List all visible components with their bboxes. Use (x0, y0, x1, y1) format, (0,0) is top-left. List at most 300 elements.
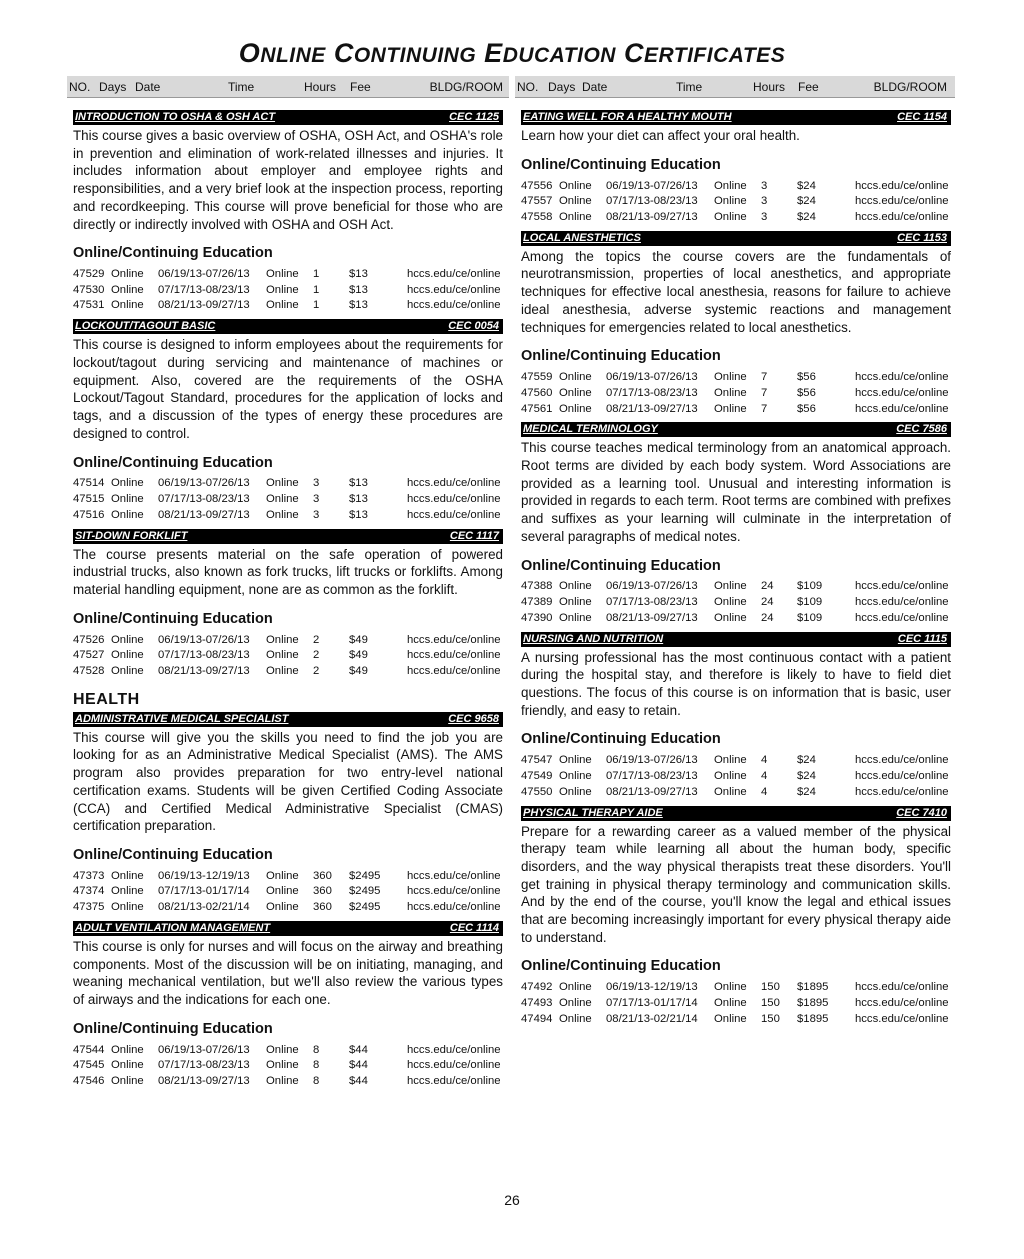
class-hours: 150 (761, 996, 780, 1009)
class-fee: $56 (797, 402, 816, 415)
course-code: CEC 1154 (897, 111, 947, 123)
table-row (521, 401, 951, 417)
class-dates: 07/17/13-08/23/13 (158, 283, 250, 296)
class-location[interactable]: hccs.edu/ce/online (407, 885, 501, 898)
left-column (73, 110, 503, 1095)
class-dates: 08/21/13-09/27/13 (606, 210, 698, 223)
course-code: CEC 1117 (449, 529, 499, 542)
class-time: Online (266, 649, 299, 662)
schedule-table (521, 579, 951, 626)
title-part: DUCATION (502, 44, 616, 67)
class-hours: 8 (313, 1059, 320, 1072)
schedule-table (73, 1042, 503, 1089)
table-row (73, 476, 503, 492)
class-hours: 3 (313, 477, 320, 490)
class-hours: 360 (313, 869, 332, 882)
class-number: 47557 (521, 195, 553, 208)
table-row (73, 868, 503, 884)
class-time: Online (714, 195, 747, 208)
class-dates: 07/17/13-08/23/13 (158, 1059, 250, 1072)
table-row (73, 1042, 503, 1058)
class-time: Online (714, 386, 747, 399)
class-number: 47556 (521, 179, 553, 192)
header-room: BLDG/ROOM (429, 80, 503, 94)
class-days: Online (111, 1059, 144, 1072)
class-location[interactable]: hccs.edu/ce/online (855, 996, 949, 1009)
class-days: Online (111, 268, 144, 281)
table-row (73, 1058, 503, 1074)
class-dates: 06/19/13-07/26/13 (606, 754, 698, 767)
course-title-bar (521, 110, 951, 125)
class-days: Online (559, 386, 592, 399)
header-date: Date (582, 80, 608, 94)
table-row (73, 282, 503, 298)
class-time: Online (266, 283, 299, 296)
course-title-bar (73, 319, 503, 334)
class-time: Online (266, 633, 299, 646)
class-number: 47492 (521, 981, 553, 994)
class-location[interactable]: hccs.edu/ce/online (407, 477, 501, 490)
class-hours: 3 (761, 210, 768, 223)
class-dates: 07/17/13-01/17/14 (606, 996, 698, 1009)
class-hours: 360 (313, 885, 332, 898)
class-location[interactable]: hccs.edu/ce/online (855, 179, 949, 192)
schedule-subheading: Online/Continuing Education (73, 1020, 273, 1037)
class-hours: 7 (761, 371, 768, 384)
course-code: CEC 7586 (896, 423, 947, 436)
class-days: Online (111, 508, 144, 521)
class-number: 47515 (73, 493, 105, 506)
schedule-table (521, 752, 951, 799)
class-time: Online (266, 268, 299, 281)
class-time: Online (266, 869, 299, 882)
table-row (521, 1011, 951, 1027)
class-hours: 4 (761, 769, 768, 782)
header-days: Days (99, 80, 127, 94)
schedule-subheading: Online/Continuing Education (521, 156, 721, 173)
title-letter: E (484, 38, 503, 68)
class-dates: 06/19/13-07/26/13 (606, 179, 698, 192)
table-row (521, 594, 951, 610)
class-fee: $56 (797, 386, 816, 399)
table-row (521, 784, 951, 800)
class-fee: $24 (797, 785, 816, 798)
table-row (73, 663, 503, 679)
class-time: Online (714, 754, 747, 767)
class-fee: $13 (349, 493, 368, 506)
class-days: Online (559, 179, 592, 192)
class-number: 47494 (521, 1012, 553, 1025)
class-days: Online (111, 299, 144, 312)
class-location[interactable]: hccs.edu/ce/online (407, 299, 501, 312)
class-hours: 1 (313, 268, 320, 281)
class-time: Online (266, 1043, 299, 1056)
table-row (521, 752, 951, 768)
table-row (73, 491, 503, 507)
course-title-bar (73, 110, 503, 125)
right-course-list (521, 110, 951, 1026)
class-hours: 24 (761, 580, 774, 593)
class-number: 47531 (73, 299, 105, 312)
class-hours: 24 (761, 596, 774, 609)
class-fee: $49 (349, 633, 368, 646)
class-hours: 2 (313, 649, 320, 662)
table-row (521, 385, 951, 401)
class-location[interactable]: hccs.edu/ce/online (407, 1075, 501, 1088)
class-number: 47527 (73, 649, 105, 662)
class-time: Online (266, 885, 299, 898)
class-time: Online (714, 996, 747, 1009)
schedule-subheading: Online/Continuing Education (521, 958, 721, 975)
class-hours: 360 (313, 901, 332, 914)
class-number: 47528 (73, 664, 105, 677)
header-no: NO. (69, 80, 91, 94)
header-room: BLDG/ROOM (873, 80, 947, 94)
schedule-table (73, 266, 503, 313)
schedule-table (73, 476, 503, 523)
class-dates: 06/19/13-12/19/13 (158, 869, 250, 882)
class-hours: 3 (761, 179, 768, 192)
schedule-subheading: Online/Continuing Education (521, 348, 721, 365)
class-number: 47546 (73, 1075, 105, 1088)
class-time: Online (714, 402, 747, 415)
course-title: LOCKOUT/TAGOUT BASIC (75, 320, 216, 333)
table-row (521, 579, 951, 595)
table-row (521, 979, 951, 995)
class-fee: $13 (349, 299, 368, 312)
header-time: Time (228, 80, 255, 94)
class-time: Online (266, 299, 299, 312)
class-number: 47374 (73, 885, 105, 898)
course-title: SIT-DOWN FORKLIFT (75, 529, 188, 542)
table-row (73, 298, 503, 314)
class-hours: 150 (761, 981, 780, 994)
course-description: This course is designed to inform employees about the requirements for lockout/tagout during servicing and maintenance of machines or equipment. Also, covered are the requirements of the OSHA Lockout/Tagout Standard, procedures for the application of locks and tags, and a discussion of the types of energy these procedures are designed to control. (73, 337, 503, 441)
class-location[interactable]: hccs.edu/ce/online (407, 869, 501, 882)
table-row (73, 266, 503, 282)
class-number: 47559 (521, 371, 553, 384)
schedule-subheading: Online/Continuing Education (521, 731, 721, 748)
class-days: Online (111, 869, 144, 882)
class-hours: 8 (313, 1043, 320, 1056)
class-hours: 1 (313, 283, 320, 296)
class-dates: 06/19/13-12/19/13 (606, 981, 698, 994)
class-fee: $44 (349, 1075, 368, 1088)
class-fee: $13 (349, 283, 368, 296)
class-days: Online (111, 901, 144, 914)
header-no: NO. (517, 80, 539, 94)
course-title-bar (73, 712, 503, 727)
class-number: 47547 (521, 754, 553, 767)
class-location[interactable]: hccs.edu/ce/online (407, 1043, 501, 1056)
class-location[interactable]: hccs.edu/ce/online (855, 754, 949, 767)
course-code: CEC 1153 (897, 231, 947, 244)
class-days: Online (111, 1043, 144, 1056)
class-number: 47388 (521, 580, 553, 593)
class-days: Online (559, 785, 592, 798)
class-fee: $1895 (797, 1012, 829, 1025)
schedule-subheading: Online/Continuing Education (73, 846, 273, 863)
table-row (73, 647, 503, 663)
course-title: ADMINISTRATIVE MEDICAL SPECIALIST (75, 712, 289, 725)
table-row (73, 899, 503, 915)
class-dates: 07/17/13-08/23/13 (606, 386, 698, 399)
course-title-bar (73, 529, 503, 544)
class-fee: $49 (349, 649, 368, 662)
header-fee: Fee (350, 80, 371, 94)
class-dates: 07/17/13-08/23/13 (158, 649, 250, 662)
schedule-subheading: Online/Continuing Education (73, 454, 273, 471)
class-time: Online (714, 1012, 747, 1025)
class-location[interactable]: hccs.edu/ce/online (855, 596, 949, 609)
class-location[interactable]: hccs.edu/ce/online (407, 283, 501, 296)
class-days: Online (559, 981, 592, 994)
class-fee: $2495 (349, 885, 381, 898)
class-fee: $24 (797, 769, 816, 782)
class-dates: 08/21/13-02/21/14 (158, 901, 250, 914)
class-location[interactable]: hccs.edu/ce/online (407, 901, 501, 914)
class-location[interactable]: hccs.edu/ce/online (407, 508, 501, 521)
class-dates: 08/21/13-09/27/13 (158, 508, 250, 521)
course-title-bar (521, 806, 951, 821)
class-number: 47373 (73, 869, 105, 882)
page-number: 26 (504, 1192, 520, 1208)
class-location[interactable]: hccs.edu/ce/online (855, 195, 949, 208)
schedule-table (73, 632, 503, 679)
right-column (521, 110, 951, 1032)
table-row (521, 995, 951, 1011)
class-number: 47493 (521, 996, 553, 1009)
class-number: 47545 (73, 1059, 105, 1072)
class-fee: $2495 (349, 901, 381, 914)
table-row (73, 632, 503, 648)
class-time: Online (714, 785, 747, 798)
class-number: 47526 (73, 633, 105, 646)
class-days: Online (111, 493, 144, 506)
header-days: Days (548, 80, 576, 94)
title-part: NLINE (260, 44, 326, 67)
class-dates: 08/21/13-09/27/13 (606, 402, 698, 415)
class-fee: $24 (797, 210, 816, 223)
class-location[interactable]: hccs.edu/ce/online (855, 769, 949, 782)
class-location[interactable]: hccs.edu/ce/online (407, 493, 501, 506)
course-code: CEC 1125 (449, 111, 499, 123)
class-number: 47389 (521, 596, 553, 609)
header-hours: Hours (304, 80, 337, 94)
class-dates: 07/17/13-08/23/13 (606, 195, 698, 208)
class-location[interactable]: hccs.edu/ce/online (855, 386, 949, 399)
class-fee: $13 (349, 477, 368, 490)
course-title: EATING WELL FOR A HEALTHY MOUTH (523, 111, 732, 123)
course-description: A nursing professional has the most continuous contact with a patient during the hospital stay, and therefore is likely to have to field diet questions. The focus of this course is on information that is basic, user friendly, and easy to retain. (521, 649, 951, 718)
class-dates: 08/21/13-02/21/14 (606, 1012, 698, 1025)
class-dates: 07/17/13-08/23/13 (606, 769, 698, 782)
course-title: NURSING AND NUTRITION (523, 632, 664, 645)
schedule-table (521, 979, 951, 1026)
course-description: This course gives a basic overview of OSHA, OSH Act, and OSHA's role in prevention and elimination of work-related illnesses and injuries. It includes information about employer and employee rights and responsibilities, and a very brief look at the inspection process, reporting and recordkeeping. This course will prove beneficial for those who are directly or indirectly involved with OSHA and OSH Act. (73, 128, 503, 232)
table-row (73, 884, 503, 900)
class-dates: 07/17/13-08/23/13 (606, 596, 698, 609)
schedule-subheading: Online/Continuing Education (73, 610, 273, 627)
class-dates: 08/21/13-09/27/13 (158, 299, 250, 312)
class-hours: 4 (761, 785, 768, 798)
class-location[interactable]: hccs.edu/ce/online (407, 633, 501, 646)
class-fee: $109 (797, 596, 823, 609)
course-title: LOCAL ANESTHETICS (523, 231, 641, 244)
class-number: 47529 (73, 268, 105, 281)
class-days: Online (559, 611, 592, 624)
course-description: This course is only for nurses and will focus on the airway and breathing components. Most of the discussion will be on initiating, managing, and weaning mechanical ventilation, but we'll also review the various types of airways and the indications for each one. (73, 939, 503, 1008)
header-date: Date (135, 80, 161, 94)
class-time: Online (266, 493, 299, 506)
section-heading-health: HEALTH (73, 690, 140, 708)
class-fee: $44 (349, 1043, 368, 1056)
class-number: 47544 (73, 1043, 105, 1056)
schedule-table (521, 369, 951, 416)
class-days: Online (559, 402, 592, 415)
course-title-bar (73, 921, 503, 936)
class-time: Online (714, 371, 747, 384)
header-fee: Fee (798, 80, 819, 94)
class-days: Online (559, 210, 592, 223)
table-row (73, 1073, 503, 1089)
title-letter: C (623, 38, 644, 68)
class-days: Online (559, 996, 592, 1009)
class-fee: $56 (797, 371, 816, 384)
class-time: Online (266, 1075, 299, 1088)
class-fee: $24 (797, 754, 816, 767)
class-time: Online (266, 508, 299, 521)
class-time: Online (266, 477, 299, 490)
course-description: Among the topics the course covers are the fundamentals of neurotransmission, properties of local anesthetics, and appropriate techniques for effective local anesthesia, reasons for failure to achieve ideal anesthesia, adverse systemic reactions and management techniques for emergencies related to local anesthetics. (521, 248, 951, 335)
class-days: Online (111, 885, 144, 898)
class-hours: 150 (761, 1012, 780, 1025)
class-days: Online (559, 195, 592, 208)
class-dates: 06/19/13-07/26/13 (158, 1043, 250, 1056)
class-location[interactable]: hccs.edu/ce/online (407, 664, 501, 677)
table-row (521, 610, 951, 626)
class-dates: 06/19/13-07/26/13 (606, 371, 698, 384)
course-title-bar (521, 231, 951, 246)
class-location[interactable]: hccs.edu/ce/online (855, 210, 949, 223)
class-hours: 2 (313, 664, 320, 677)
course-code: CEC 0054 (448, 320, 499, 333)
class-time: Online (714, 179, 747, 192)
class-days: Online (111, 633, 144, 646)
page-title (0, 38, 1024, 69)
title-part: ERTIFICATES (643, 44, 786, 67)
class-fee: $13 (349, 268, 368, 281)
class-dates: 07/17/13-01/17/14 (158, 885, 250, 898)
class-location[interactable]: hccs.edu/ce/online (855, 371, 949, 384)
class-hours: 7 (761, 386, 768, 399)
class-days: Online (559, 596, 592, 609)
title-letter: C (333, 38, 354, 68)
class-days: Online (111, 1075, 144, 1088)
course-title: PHYSICAL THERAPY AIDE (523, 806, 663, 819)
class-fee: $2495 (349, 869, 381, 882)
class-location[interactable]: hccs.edu/ce/online (855, 1012, 949, 1025)
class-location[interactable]: hccs.edu/ce/online (855, 402, 949, 415)
table-row (521, 193, 951, 209)
class-number: 47558 (521, 210, 553, 223)
class-location[interactable]: hccs.edu/ce/online (407, 649, 501, 662)
class-dates: 06/19/13-07/26/13 (158, 268, 250, 281)
class-location[interactable]: hccs.edu/ce/online (407, 1059, 501, 1072)
class-location[interactable]: hccs.edu/ce/online (855, 981, 949, 994)
class-fee: $24 (797, 195, 816, 208)
class-location[interactable]: hccs.edu/ce/online (855, 785, 949, 798)
class-fee: $44 (349, 1059, 368, 1072)
class-hours: 1 (313, 299, 320, 312)
class-time: Online (714, 981, 747, 994)
class-fee: $109 (797, 580, 823, 593)
class-dates: 08/21/13-09/27/13 (606, 611, 698, 624)
schedule-subheading: Online/Continuing Education (73, 245, 273, 262)
schedule-table (73, 868, 503, 915)
class-days: Online (111, 283, 144, 296)
schedule-table (521, 178, 951, 225)
class-hours: 3 (313, 493, 320, 506)
course-title: INTRODUCTION TO OSHA & OSH ACT (75, 111, 276, 123)
class-fee: $109 (797, 611, 823, 624)
class-dates: 08/21/13-09/27/13 (158, 664, 250, 677)
course-title-bar (521, 422, 951, 437)
course-title-bar (521, 632, 951, 647)
class-fee: $13 (349, 508, 368, 521)
course-code: CEC 9658 (448, 712, 499, 725)
class-number: 47550 (521, 785, 553, 798)
class-dates: 07/17/13-08/23/13 (158, 493, 250, 506)
class-time: Online (714, 210, 747, 223)
course-description: The course presents material on the safe operation of powered industrial trucks, also known as fork trucks, lift trucks or forklifts. Among material handling equipment, none are as common as the forklift. (73, 546, 503, 597)
class-number: 47561 (521, 402, 553, 415)
class-hours: 24 (761, 611, 774, 624)
table-row (521, 178, 951, 194)
schedule-subheading: Online/Continuing Education (521, 557, 721, 574)
column-header-right (515, 76, 955, 98)
course-title: ADULT VENTILATION MANAGEMENT (75, 922, 271, 935)
class-time: Online (714, 596, 747, 609)
course-code: CEC 1114 (449, 922, 499, 935)
class-hours: 4 (761, 754, 768, 767)
course-description: Learn how your diet can affect your oral health. (521, 128, 800, 143)
header-hours: Hours (753, 80, 786, 94)
class-dates: 08/21/13-09/27/13 (606, 785, 698, 798)
class-days: Online (559, 1012, 592, 1025)
class-location[interactable]: hccs.edu/ce/online (855, 580, 949, 593)
course-description: This course teaches medical terminology from an anatomical approach. Root terms are divided by each body system. Word Associations are provided as a learning tool. Unusual and interesting information is provided in regards to each term. Root terms are combined with prefixes and suffixes as your learning will culminate in the interpretation of several paragraphs of medical notes. (521, 440, 951, 544)
class-time: Online (714, 769, 747, 782)
class-location[interactable]: hccs.edu/ce/online (855, 611, 949, 624)
class-dates: 06/19/13-07/26/13 (158, 477, 250, 490)
class-hours: 7 (761, 402, 768, 415)
class-fee: $24 (797, 179, 816, 192)
class-number: 47530 (73, 283, 105, 296)
class-hours: 3 (761, 195, 768, 208)
table-row (521, 369, 951, 385)
class-days: Online (111, 477, 144, 490)
class-number: 47549 (521, 769, 553, 782)
table-row (521, 768, 951, 784)
class-location[interactable]: hccs.edu/ce/online (407, 268, 501, 281)
header-time: Time (676, 80, 703, 94)
table-row (73, 507, 503, 523)
class-time: Online (714, 580, 747, 593)
course-code: CEC 7410 (896, 806, 947, 819)
class-days: Online (559, 580, 592, 593)
class-number: 47375 (73, 901, 105, 914)
